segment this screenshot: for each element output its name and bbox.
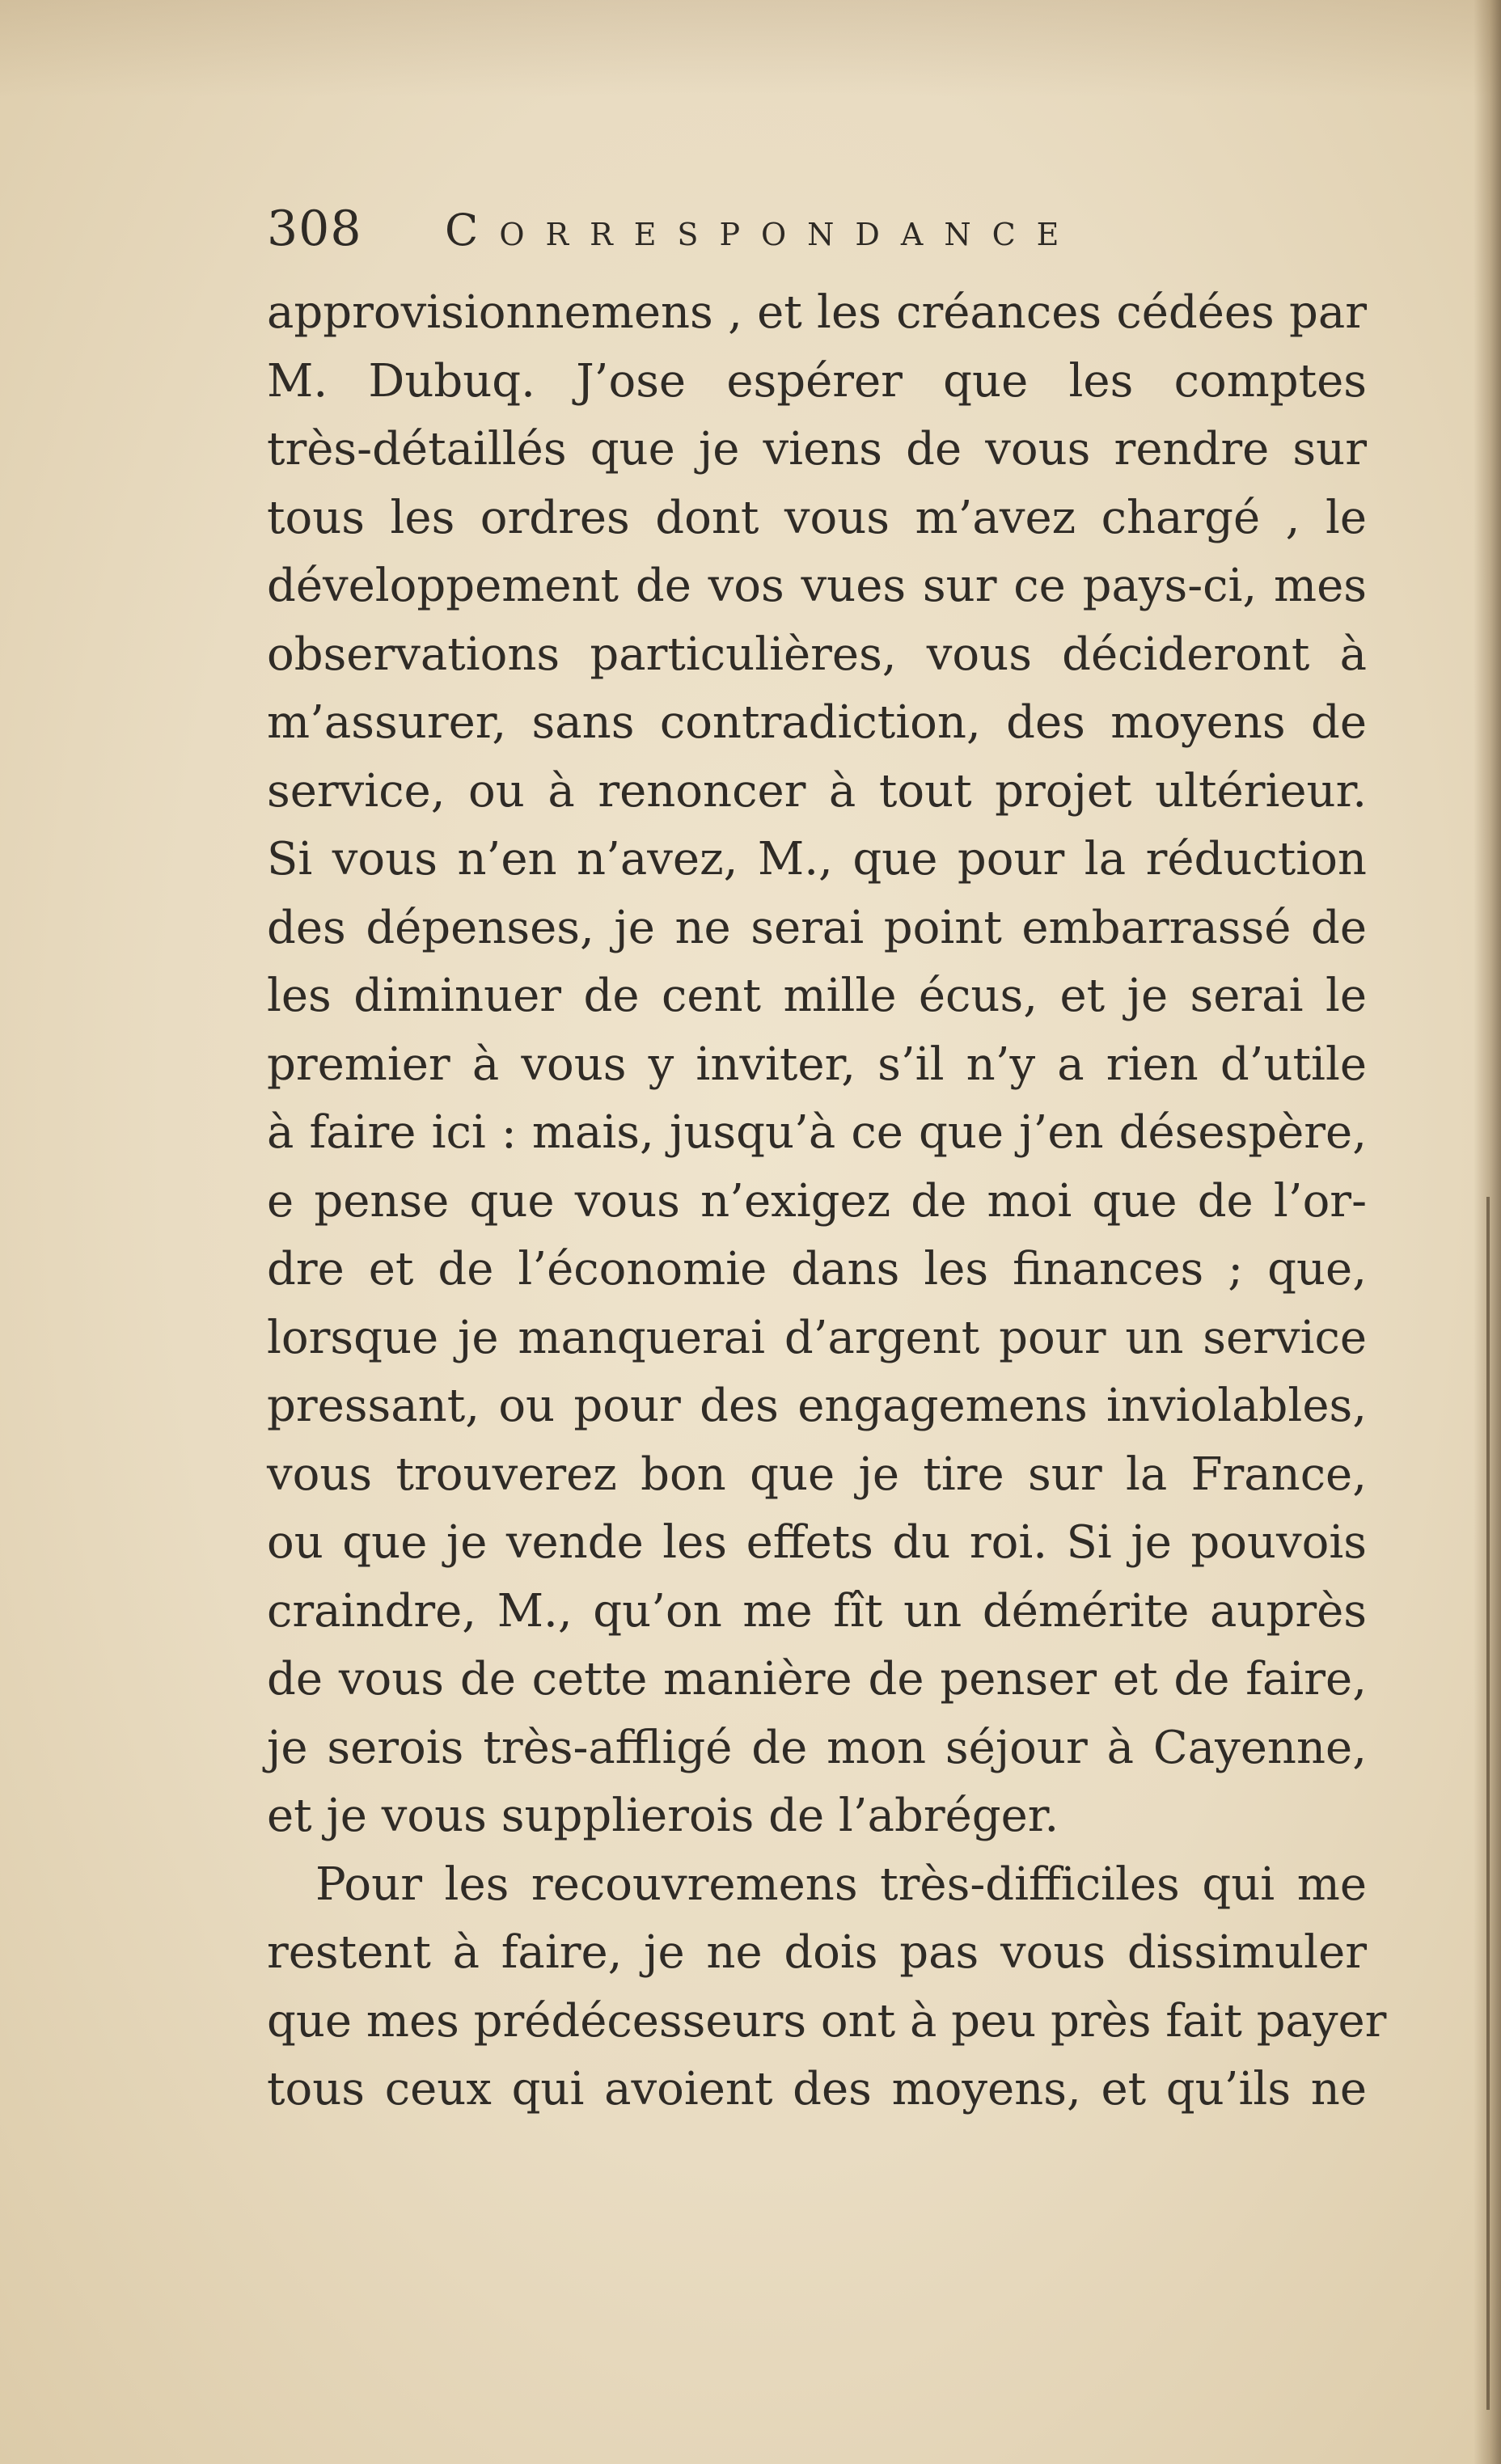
text-line: que mes prédécesseurs ont à peu près fait payer <box>267 1994 1387 2048</box>
text-line: tous les ordres dont vous m’avez chargé , le <box>267 491 1367 544</box>
text-line: très-détaillés que je viens de vous rendre sur <box>267 423 1367 475</box>
text-line: m’assurer, sans contradiction, des moyens de <box>267 696 1367 749</box>
text-line: restent à faire, je ne dois pas vous dissimuler <box>267 1926 1367 1979</box>
running-head: Correspondance <box>445 205 1080 256</box>
paragraph-last-line: et je vous supplierois de l’abréger. <box>267 1790 1059 1842</box>
text-line: des dépenses, je ne serai point embarrassé de <box>267 901 1367 954</box>
text-line: pressant, ou pour des engagemens inviolables, <box>267 1380 1367 1432</box>
page-header <box>267 201 1318 273</box>
text-line: dre et de l’économie dans les finances ; que, <box>267 1243 1367 1295</box>
text-line: observations particulières, vous décideront à <box>267 628 1367 681</box>
body-text <box>267 279 1387 2124</box>
page-top-shading <box>0 0 1501 97</box>
text-line: lorsque je manquerai d’argent pour un service <box>267 1311 1367 1364</box>
binding-edge-line <box>1486 1197 1490 2410</box>
text-line: premier à vous y inviter, s’il n’y a rien d’utile <box>267 1038 1367 1091</box>
text-line: tous ceux qui avoient des moyens, et qu’ils ne <box>267 2063 1367 2115</box>
text-line: de vous de cette manière de penser et de faire, <box>267 1653 1367 1705</box>
text-line: développement de vos vues sur ce pays-ci, mes <box>267 560 1367 612</box>
text-line: craindre, M., qu’on me fît un démérite auprès <box>267 1584 1367 1638</box>
page-number: 308 <box>267 201 362 257</box>
text-line: ou que je vende les effets du roi. Si je pouvois <box>267 1516 1367 1569</box>
text-line: approvisionnemens , et les créances cédées par <box>267 286 1367 339</box>
text-line: M. Dubuq. J’ose espérer que les comptes <box>267 354 1367 408</box>
text-line: Si vous n’en n’avez, M., que pour la réduction <box>267 833 1367 885</box>
text-line: je serois très-affligé de mon séjour à Cayenne, <box>267 1721 1367 1774</box>
text-line: service, ou à renoncer à tout projet ultérieur. <box>267 764 1367 818</box>
text-line: vous trouverez bon que je tire sur la France, <box>267 1448 1367 1501</box>
paragraph-first-line: Pour les recouvremens très-difficiles qui me <box>315 1858 1367 1911</box>
text-line: e pense que vous n’exigez de moi que de l’or- <box>267 1174 1367 1228</box>
text-line: à faire ici : mais, jusqu’à ce que j’en désespère, <box>267 1106 1367 1159</box>
text-line: les diminuer de cent mille écus, et je serai le <box>267 970 1367 1022</box>
